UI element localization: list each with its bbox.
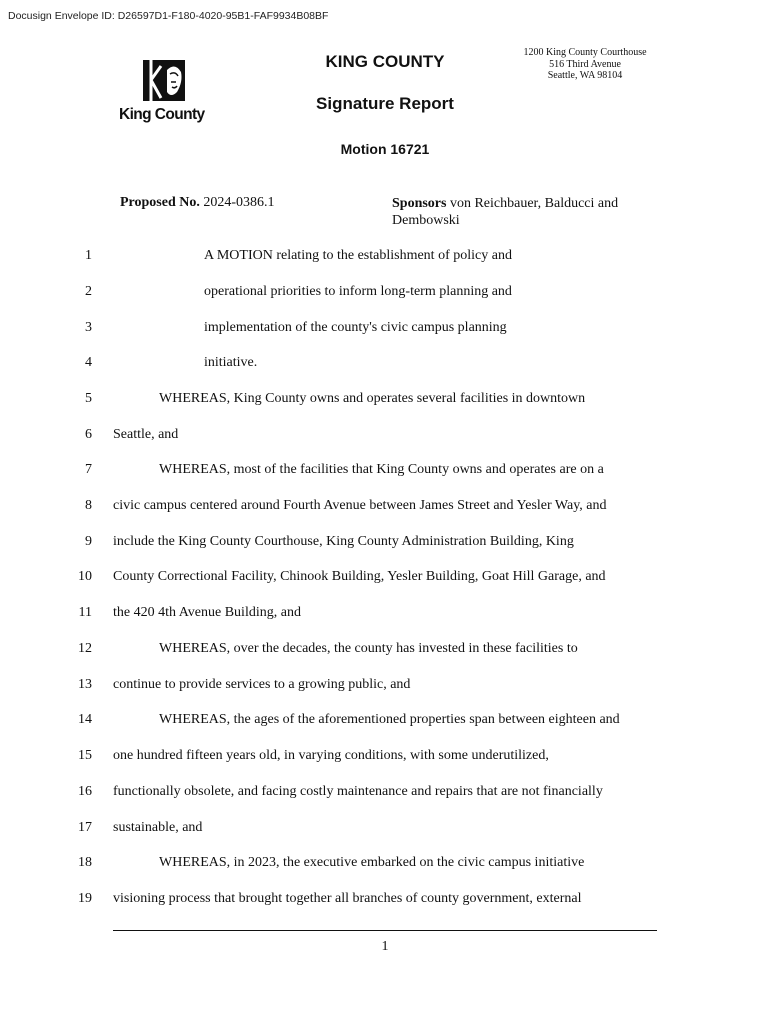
numbered-line [0,748,770,768]
envelope-id: Docusign Envelope ID: D26597D1-F180-4020-95B1-FAF9934B08BF [8,10,329,22]
line-number: 6 [85,427,92,442]
line-number: 8 [85,498,92,513]
numbered-line [0,320,770,340]
motion-number: Motion 16721 [340,141,430,157]
line-text: A MOTION relating to the establishment of policy and [204,248,512,263]
address-line: 516 Third Avenue [549,58,621,70]
numbered-line [0,891,770,911]
line-number: 11 [78,605,92,620]
numbered-line [0,498,770,518]
numbered-line [0,391,770,411]
address-line: 1200 King County Courthouse [523,47,647,58]
numbered-line [0,855,770,875]
line-number: 10 [78,569,92,584]
numbered-line [0,355,770,375]
numbered-line [0,569,770,589]
line-number: 3 [85,320,92,335]
line-text: functionally obsolete, and facing costly maintenance and repairs that are not financially [113,784,603,799]
logo-text: King County [119,106,205,123]
report-title: Signature Report [316,94,454,113]
line-number: 2 [85,284,92,299]
numbered-line [0,284,770,304]
numbered-line [0,534,770,554]
numbered-line [0,427,770,447]
line-text: implementation of the county's civic campus planning [204,320,507,335]
line-text: civic campus centered around Fourth Avenue between James Street and Yesler Way, and [113,498,607,513]
sponsors-value: von Reichbauer, Balducci and Dembowski [392,196,619,228]
line-text: WHEREAS, most of the facilities that King County owns and operates are on a [159,462,604,477]
line-text: WHEREAS, King County owns and operates several facilities in downtown [159,391,586,406]
sponsors-label: Sponsors [392,196,447,211]
line-number: 4 [85,355,92,370]
page-number: 1 [381,939,389,954]
line-text: the 420 4th Avenue Building, and [113,605,301,620]
footer-rule [113,930,657,931]
numbered-line [0,784,770,804]
line-text: include the King County Courthouse, King County Administration Building, King [113,534,574,549]
line-text: WHEREAS, the ages of the aforementioned properties span between eighteen and [159,712,620,727]
line-text: operational priorities to inform long-term planning and [204,284,512,299]
numbered-line [0,641,770,661]
line-text: initiative. [204,355,258,370]
line-number: 15 [78,748,92,763]
line-text: WHEREAS, over the decades, the county has invested in these facilities to [159,641,578,656]
line-number: 19 [78,891,92,906]
line-number: 7 [85,462,92,477]
line-text: sustainable, and [113,820,203,835]
numbered-line [0,248,770,268]
line-text: Seattle, and [113,427,179,442]
line-number: 18 [78,855,92,870]
numbered-line [0,820,770,840]
line-number: 13 [78,677,92,692]
line-text: County Correctional Facility, Chinook Building, Yesler Building, Goat Hill Garage, and [113,569,606,584]
proposed-label: Proposed No. [120,195,200,210]
line-text: visioning process that brought together all branches of county government, external [113,891,582,906]
line-number: 17 [78,820,92,835]
county-title: KING COUNTY [325,52,445,71]
line-number: 12 [78,641,92,656]
line-text: continue to provide services to a growing public, and [113,677,411,692]
line-number: 14 [78,712,92,727]
numbered-line [0,605,770,625]
line-number: 16 [78,784,92,799]
numbered-line [0,712,770,732]
numbered-line [0,462,770,482]
line-number: 9 [85,534,92,549]
line-number: 1 [85,248,92,263]
address-line: Seattle, WA 98104 [547,70,623,81]
line-text: WHEREAS, in 2023, the executive embarked on the civic campus initiative [159,855,585,870]
line-text: one hundred fifteen years old, in varying conditions, with some underutilized, [113,748,549,763]
line-number: 5 [85,391,92,406]
proposed-value: 2024-0386.1 [203,195,275,210]
numbered-line [0,677,770,697]
